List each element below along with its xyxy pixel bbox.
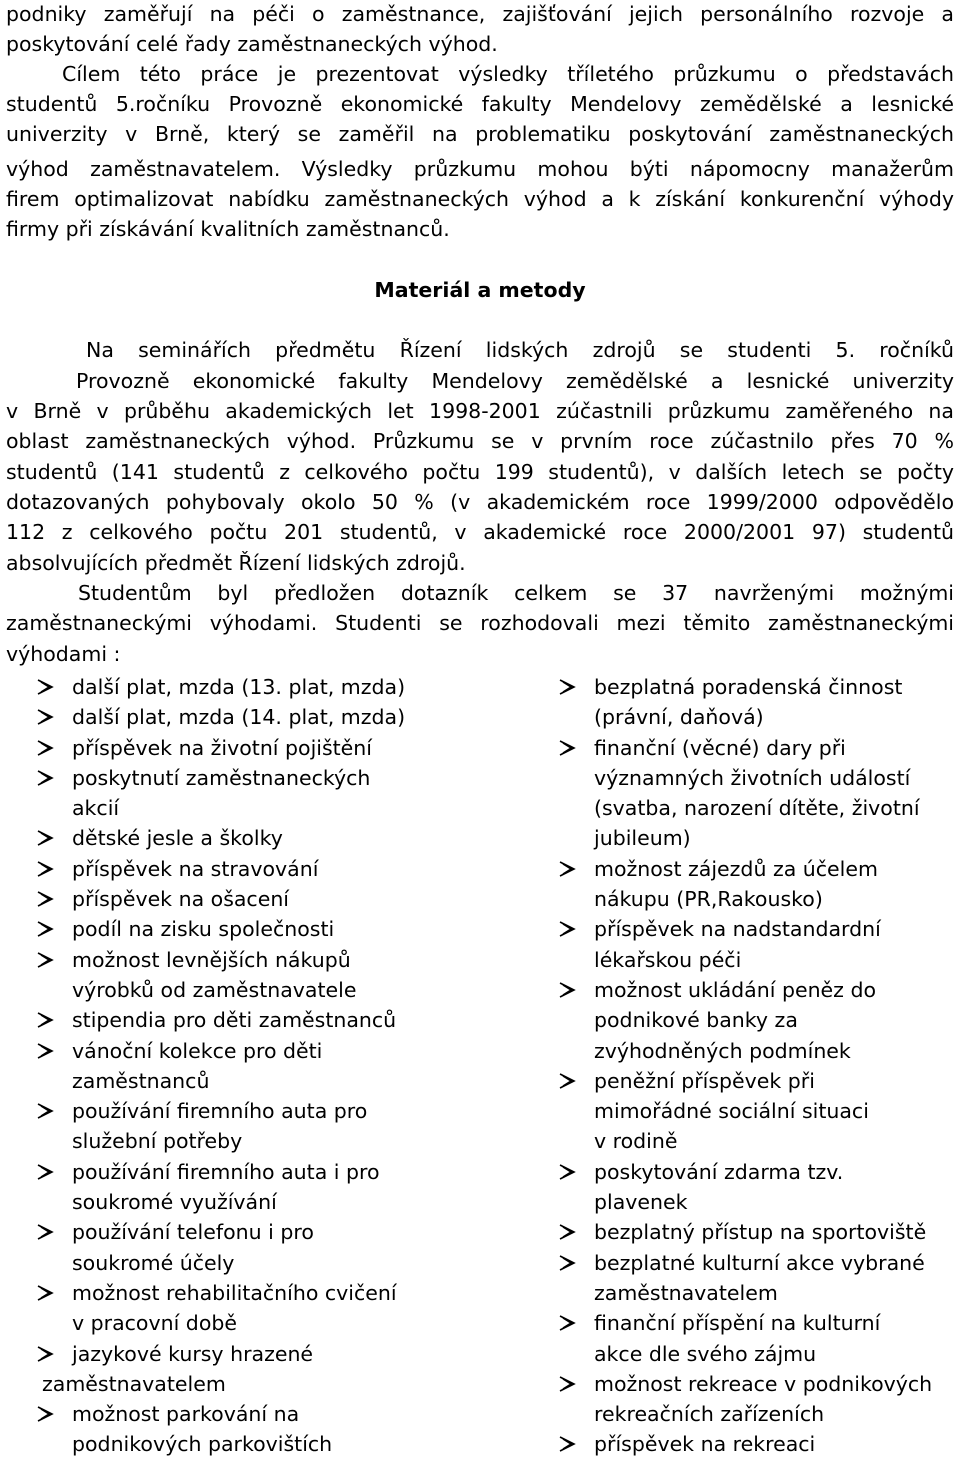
intro-line: firem optimalizovat nabídku zaměstnaneckých výhod a k získání konkurenční výhody xyxy=(6,187,954,211)
section-heading: Materiál a metody xyxy=(374,278,586,302)
method-line: dotazovaných pohybovaly okolo 50 % (v akademickém roce 1999/2000 odpovědělo xyxy=(6,490,954,514)
list-item-text: poskytnutí zaměstnaneckých akcií xyxy=(72,765,371,821)
arrow-bullet-icon xyxy=(36,1005,66,1035)
arrow-bullet-icon xyxy=(36,823,66,853)
arrow-bullet-icon xyxy=(558,1217,588,1247)
intro-line: poskytování celé řady zaměstnaneckých výhod. xyxy=(6,32,498,56)
list-item xyxy=(526,1217,960,1247)
method-line: Provozně ekonomické fakulty Mendelovy zemědělské a lesnické univerzity xyxy=(76,369,954,393)
list-item xyxy=(526,672,960,733)
intro-line: výhod zaměstnavatelem. Výsledky průzkumu mohou býti nápomocny manažerům xyxy=(6,157,954,181)
arrow-bullet-icon xyxy=(36,1217,66,1247)
arrow-bullet-icon xyxy=(558,1066,588,1096)
arrow-bullet-icon xyxy=(558,1369,588,1399)
method-line: Studentům byl předložen dotazník celkem se 37 navrženými možnými xyxy=(78,581,954,605)
list-item-text: možnost zájezdů za účelem nákupu (PR,Rakousko) xyxy=(594,856,878,912)
list-item xyxy=(6,1096,486,1157)
arrow-bullet-icon xyxy=(36,1157,66,1187)
method-line: 112 z celkového počtu 201 studentů, v akademické roce 2000/2001 97) studentů xyxy=(6,520,954,544)
list-item-text: příspěvek na nadstandardní lékařskou péči xyxy=(594,917,881,972)
list-item-text: možnost levnějších nákupů výrobků od zaměstnavatele xyxy=(72,947,357,1002)
list-item xyxy=(6,823,486,853)
arrow-bullet-icon xyxy=(36,884,66,914)
list-item xyxy=(6,914,486,944)
list-item-text: stipendia pro děti zaměstnanců xyxy=(72,1008,397,1033)
arrow-bullet-icon xyxy=(558,854,588,884)
arrow-bullet-icon xyxy=(36,945,66,975)
list-item xyxy=(6,1005,486,1035)
arrow-bullet-icon xyxy=(36,1339,66,1369)
list-item xyxy=(526,975,960,1066)
method-line: studentů (141 studentů z celkového počtu 199 studentů), v dalších letech se počty xyxy=(6,460,954,484)
arrow-bullet-icon xyxy=(558,914,588,944)
list-item-text: používání firemního auta pro služební potřeby xyxy=(72,1099,368,1154)
arrow-bullet-icon xyxy=(36,733,66,763)
list-item-text: finanční příspění na kulturní akce dle svého zájmu xyxy=(594,1311,881,1366)
list-item xyxy=(526,1429,960,1459)
benefits-list-right xyxy=(526,672,960,1460)
list-item xyxy=(526,1157,960,1218)
list-item xyxy=(6,1399,486,1460)
list-item-text: používání telefonu i pro soukromé účely xyxy=(72,1220,314,1275)
list-item-text: jazykové kursy hrazené xyxy=(72,1341,314,1366)
intro-line: Cílem této práce je prezentovat výsledky tříletého průzkumu o představách xyxy=(62,62,954,86)
list-item-text: možnost rehabilitačního cvičení v pracovní době xyxy=(72,1280,397,1336)
list-item xyxy=(6,1339,486,1369)
list-item-text: dětské jesle a školky xyxy=(72,826,283,851)
list-item xyxy=(6,854,486,884)
arrow-bullet-icon xyxy=(36,914,66,944)
arrow-bullet-icon xyxy=(36,672,66,702)
list-item xyxy=(6,672,486,702)
intro-line: firmy při získávání kvalitních zaměstnanců. xyxy=(6,217,450,241)
benefits-list-left xyxy=(6,672,486,1460)
list-item xyxy=(6,1278,486,1339)
list-item-text: další plat, mzda (13. plat, mzda) xyxy=(72,675,406,699)
list-item-text: bezplatné kulturní akce vybrané zaměstnavatelem xyxy=(594,1250,925,1305)
arrow-bullet-icon xyxy=(36,1036,66,1066)
intro-line: studentů 5.ročníku Provozně ekonomické fakulty Mendelovy zemědělské a lesnické xyxy=(6,92,954,116)
list-item-text: vánoční kolekce pro děti zaměstnanců xyxy=(72,1038,323,1093)
list-item xyxy=(526,914,960,975)
arrow-bullet-icon xyxy=(558,975,588,1005)
list-item xyxy=(526,1066,960,1157)
list-item-text: bezplatná poradenská činnost (právní, daňová) xyxy=(594,675,903,730)
list-item-text: používání firemního auta i pro soukromé využívání xyxy=(72,1159,380,1215)
list-item-text: možnost parkování na podnikových parkovištích xyxy=(72,1402,333,1457)
list-item-continuation: zaměstnavatelem xyxy=(42,1371,226,1396)
list-item xyxy=(526,854,960,915)
intro-line: podniky zaměřují na péči o zaměstnance, zajišťování jejich personálního rozvoje a xyxy=(6,2,954,26)
arrow-bullet-icon xyxy=(558,1308,588,1338)
list-item-text: poskytování zdarma tzv. plavenek xyxy=(594,1159,844,1215)
arrow-bullet-icon xyxy=(558,1429,588,1459)
method-line: absolvujících předmět Řízení lidských zdrojů. xyxy=(6,551,466,575)
list-item-text: bezplatný přístup na sportoviště xyxy=(594,1220,927,1245)
list-item-text: možnost rekreace v podnikových rekreačních zařízeních xyxy=(594,1371,933,1427)
list-item xyxy=(6,884,486,914)
arrow-bullet-icon xyxy=(36,1278,66,1308)
method-line: oblast zaměstnaneckých výhod. Průzkumu se v prvním roce zúčastnilo přes 70 % xyxy=(6,429,954,453)
arrow-bullet-icon xyxy=(36,702,66,732)
list-item xyxy=(526,1308,960,1369)
list-item xyxy=(6,763,486,824)
list-item-text: příspěvek na životní pojištění xyxy=(72,735,372,760)
arrow-bullet-icon xyxy=(558,1157,588,1187)
arrow-bullet-icon xyxy=(36,854,66,884)
method-line: Na seminářích předmětu Řízení lidských zdrojů se studenti 5. ročníků xyxy=(86,338,954,362)
list-item-text: další plat, mzda (14. plat, mzda) xyxy=(72,705,406,730)
list-item-text: peněžní příspěvek při mimořádné sociální situaci v rodině xyxy=(594,1068,869,1154)
arrow-bullet-icon xyxy=(36,1399,66,1429)
list-item-text: příspěvek na ošacení xyxy=(72,887,290,912)
method-line: v Brně v průběhu akademických let 1998-2001 zúčastnili průzkumu zaměřeného na xyxy=(6,399,954,423)
arrow-bullet-icon xyxy=(558,1248,588,1278)
list-item-text: finanční (věcné) dary při významných životních událostí (svatba, narození dítěte, životní jubileum) xyxy=(594,735,920,851)
list-item-text: příspěvek na rekreaci xyxy=(594,1432,816,1457)
list-item xyxy=(526,1248,960,1309)
list-item xyxy=(6,945,486,1006)
list-item xyxy=(6,1217,486,1278)
list-item xyxy=(6,702,486,732)
list-item xyxy=(6,1036,486,1097)
list-item-text: příspěvek na stravování xyxy=(72,856,319,881)
list-item-text: možnost ukládání peněz do podnikové banky za zvýhodněných podmínek xyxy=(594,977,877,1063)
method-line: výhodami : xyxy=(6,642,121,666)
arrow-bullet-icon xyxy=(36,1096,66,1126)
list-item xyxy=(6,1157,486,1218)
arrow-bullet-icon xyxy=(558,733,588,763)
arrow-bullet-icon xyxy=(558,672,588,702)
list-item xyxy=(6,733,486,763)
list-item xyxy=(526,1369,960,1430)
arrow-bullet-icon xyxy=(36,763,66,793)
list-item-text: podíl na zisku společnosti xyxy=(72,917,335,942)
list-item xyxy=(526,733,960,854)
intro-line: univerzity v Brně, který se zaměřil na problematiku poskytování zaměstnaneckých xyxy=(6,122,954,146)
method-line: zaměstnaneckými výhodami. Studenti se rozhodovali mezi těmito zaměstnaneckými xyxy=(6,611,954,635)
